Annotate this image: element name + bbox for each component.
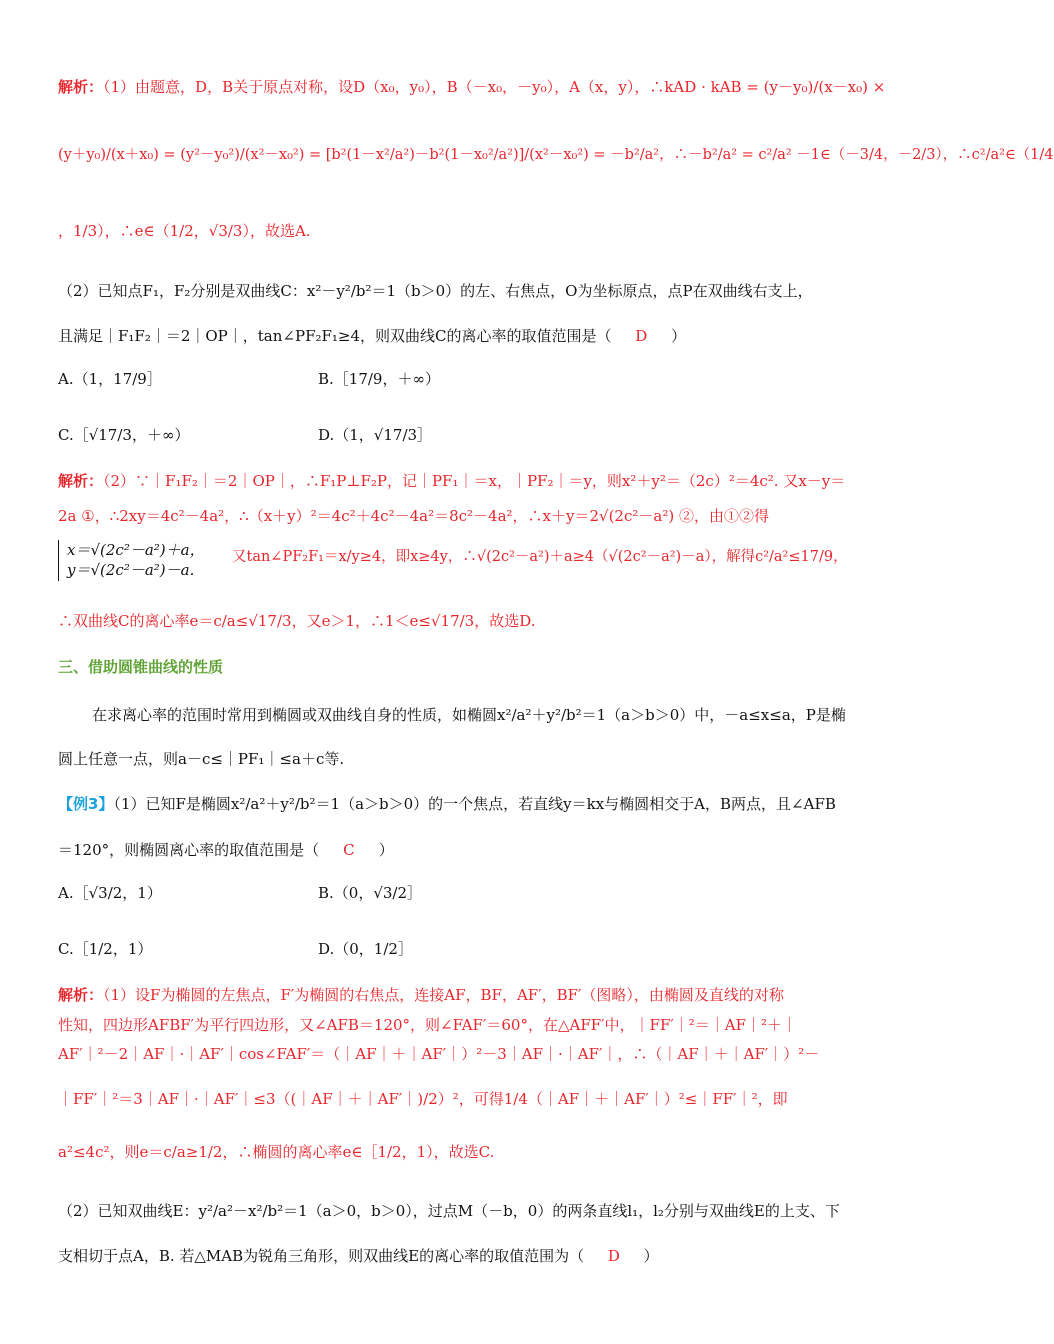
solution-3-line-5: a²≤4c²，则e＝c/a≥1/2，∴椭圆的离心率e∈［1/2，1），故选C. bbox=[58, 1143, 495, 1161]
solution-3-line-3: AF′｜²－2｜AF｜·｜AF′｜cos∠FAF′＝（｜AF｜＋｜AF′｜）²－3｜AF｜·｜AF′｜，∴（｜AF｜＋｜AF′｜）²－ bbox=[58, 1045, 820, 1063]
solution-label: 解析： bbox=[58, 78, 104, 96]
solution-2-system: x＝√(2c²－a²)＋a， y＝√(2c²－a²)－a. bbox=[58, 540, 205, 581]
solution-2-line-3: 又tan∠PF₂F₁＝x/y≥4，即x≥4y，∴√(2c²－a²)＋a≥4（√(2c²－a²)－a），解得c²/a²≤17/9， bbox=[232, 549, 848, 565]
example-3-option-c: C.［1/2，1） bbox=[58, 940, 153, 958]
example-3-option-b: B.（0，√3/2］ bbox=[318, 884, 423, 902]
section-heading: 三、借助圆锥曲线的性质 bbox=[58, 658, 224, 676]
solution-1-line-3: ，1/3），∴e∈（1/2，√3/3），故选A. bbox=[58, 222, 311, 240]
question-2-option-a: A.（1，17/9］ bbox=[58, 370, 162, 388]
question-2-option-d: D.（1，√17/3］ bbox=[318, 426, 433, 444]
section-body-line-2: 圆上任意一点，则a－c≤｜PF₁｜≤a＋c等. bbox=[58, 750, 345, 768]
question-2-answer: D bbox=[635, 327, 648, 345]
question-2-line-2: 且满足｜F₁F₂｜＝2｜OP｜，tan∠PF₂F₁≥4，则双曲线C的离心率的取值范围是（ D ） bbox=[58, 327, 687, 345]
example-tag: 【例3】 bbox=[58, 795, 114, 813]
solution-2-line-4: ∴双曲线C的离心率e＝c/a≤√17/3，又e＞1，∴1＜e≤√17/3，故选D. bbox=[58, 612, 536, 630]
example-3-line-2: ＝120°，则椭圆离心率的取值范围是（ C ） bbox=[58, 841, 394, 859]
example-3-option-a: A.［√3/2，1） bbox=[58, 884, 162, 902]
example-3-2-line-1: （2）已知双曲线E：y²/a²－x²/b²＝1（a＞0，b＞0），过点M（－b，0）的两条直线l₁，l₂分别与双曲线E的上支、下 bbox=[58, 1202, 840, 1220]
section-body-line-1: 在求离心率的范围时常用到椭圆或双曲线自身的性质，如椭圆x²/a²＋y²/b²＝1（a＞b＞0）中，－a≤x≤a，P是椭 bbox=[92, 706, 846, 724]
question-2-line-1: （2）已知点F₁，F₂分别是双曲线C：x²－y²/b²＝1（b＞0）的左、右焦点，O为坐标原点，点P在双曲线右支上， bbox=[58, 282, 813, 300]
example-3-option-d: D.（0，1/2］ bbox=[318, 940, 413, 958]
example-3-answer: C bbox=[343, 841, 355, 859]
example-3-2-answer: D bbox=[607, 1247, 620, 1265]
solution-2-line-2: 2a ①，∴2xy＝4c²－4a²，∴（x＋y）²＝4c²＋4c²－4a²＝8c²－4a²，∴x＋y＝2√(2c²－a²) ②，由①②得 bbox=[58, 507, 769, 525]
solution-3-line-1: 解析：（1）设F为椭圆的左焦点，F′为椭圆的右焦点，连接AF，BF，AF′，BF′（图略），由椭圆及直线的对称 bbox=[58, 986, 784, 1004]
solution-3-line-4: ｜FF′｜²＝3｜AF｜·｜AF′｜≤3（(｜AF｜＋｜AF′｜)/2）²，可得1/4（｜AF｜＋｜AF′｜）²≤｜FF′｜²，即 bbox=[58, 1090, 788, 1108]
question-2-option-c: C.［√17/3，＋∞） bbox=[58, 426, 190, 444]
example-3-line-1: 【例3】（1）已知F是椭圆x²/a²＋y²/b²＝1（a＞b＞0）的一个焦点，若直线y＝kx与椭圆相交于A，B两点，且∠AFB bbox=[58, 795, 836, 813]
solution-3-line-2: 性知，四边形AFBF′为平行四边形，又∠AFB＝120°，则∠FAF′＝60°，在△AFF′中，｜FF′｜²＝｜AF｜²＋｜ bbox=[58, 1016, 798, 1034]
solution-2-line-1: 解析：（2）∵｜F₁F₂｜＝2｜OP｜，∴F₁P⊥F₂P，记｜PF₁｜＝x，｜PF₂｜＝y，则x²＋y²＝（2c）²＝4c². 又x－y＝ bbox=[58, 472, 846, 490]
example-3-2-line-2: 支相切于点A，B. 若△MAB为锐角三角形，则双曲线E的离心率的取值范围为（ D ） bbox=[58, 1247, 659, 1265]
solution-1-line-2: (y＋y₀)/(x＋x₀) = (y²－y₀²)/(x²－x₀²) = [b²(1－x²/a²)－b²(1－x₀²/a²)]/(x²－x₀²) = －b²/a²，∴－b²/a² = c²/a² －1∈（－3/4，－2/3），∴c²/a²∈（1/4 bbox=[58, 147, 1054, 163]
question-2-option-b: B.［17/9，＋∞） bbox=[318, 370, 440, 388]
solution-1-line-1: 解析：（1）由题意，D，B关于原点对称，设D（x₀，y₀），B（－x₀，－y₀），A（x，y），∴kAD · kAB = (y－y₀)/(x－x₀) × bbox=[58, 78, 886, 96]
